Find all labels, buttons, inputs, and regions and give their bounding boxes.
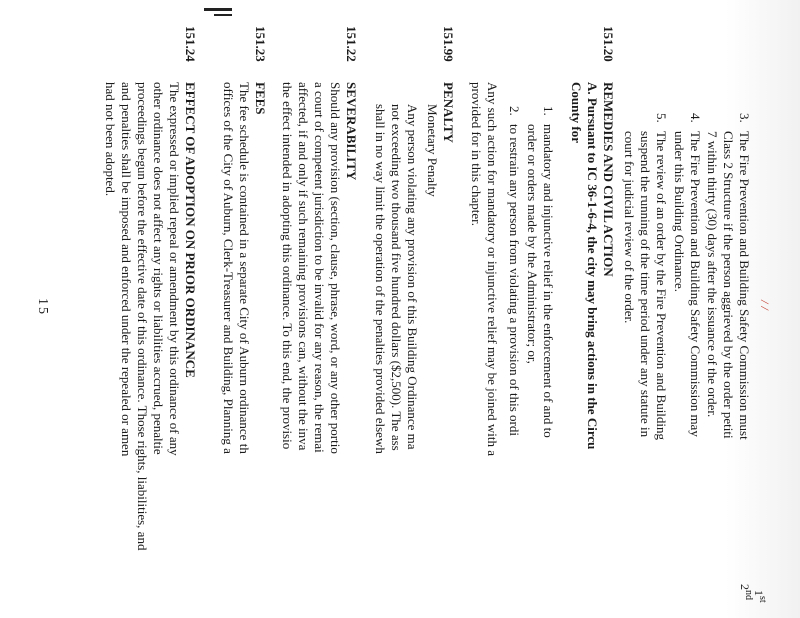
section-line: offices of the City of Auburn, Clerk-Treasurer and Building, Planning a [221,82,236,454]
section-line: County for [569,82,584,144]
section-line: Any such action for mandatory or injunctive relief may be joined with a [485,82,500,456]
section-heading: PENALTY [441,82,456,143]
list-item-4-line: The Fire Prevention and Building Safety Commission may [688,131,703,437]
revision-bar [204,8,232,11]
list-item-3-number: 3. [737,113,752,123]
section-line: a court of competent jurisdiction to be invalid for any reason, the remai [312,82,327,453]
section-line: other ordinance does not affect any rights or liabilities accrued, penaltie [151,82,166,455]
subitem-line: mandatory and injunctive relief in the enforcement of and to [541,124,556,438]
header-mark-1: 1st [752,590,768,603]
handwritten-mark: / / [758,300,772,310]
subitem-number: 2. [507,106,522,116]
revision-bar [214,14,232,16]
list-item-3-line: Class 2 Structure if the person aggrieved by the order petiti [721,131,736,439]
section-number: 151.23 [253,26,268,62]
subitem-number: 1. [541,106,556,116]
section-line: The expressed or implied repeal or amendment by this ordinance of any [167,82,182,456]
list-item-4-line: under this Building Ordinance. [672,131,687,293]
section-line: Any person violating any provision of this Building Ordinance ma [405,104,420,450]
section-line: affected, if and only if such remaining provisions can, without the inva [296,82,311,451]
section-line: and penalties shall be imposed and enforced under the repealed or amen [119,82,134,457]
subitem-line: to restrain any person from violating a provision of this ordi [507,124,522,436]
list-item-3-line: 7 within thirty (30) days after the issuance of the order. [705,131,720,418]
section-number: 151.22 [344,26,359,62]
list-item-5-line: suspend the running of the time period under any statute in [638,131,653,438]
section-line: not exceeding two thousand five hundred dollars ($2,500). The ass [389,104,404,451]
list-item-5-line: The review of an order by the Fire Prevention and Building [654,131,669,441]
section-heading: FEES [253,82,268,115]
section-heading: REMEDIES AND CIVIL ACTION [601,82,616,277]
list-item-4-number: 4. [688,113,703,123]
list-item-3-line: The Fire Prevention and Building Safety Commission must [737,131,752,440]
section-line: shall in no way limit the operation of the penalties provided elsewh [373,104,388,454]
section-heading: SEVERABILITY [344,82,359,181]
section-line: The fee schedule is contained in a separate City of Auburn ordinance th [237,82,252,454]
section-line: had not been adopted. [103,82,118,197]
list-item-5-line: court for judicial review of the order. [622,131,637,324]
section-subheading: Monetary Penalty [425,104,440,197]
section-line: provided for in this chapter. [469,82,484,227]
list-item-5-number: 5. [654,113,669,123]
section-line: the effect intended in adopting this ordinance. To this end, the provisio [280,82,295,450]
section-number: 151.20 [601,26,616,62]
section-number: 151.99 [441,26,456,62]
section-line: A. Pursuant to IC 36-1-6-4, the city may bring actions in the Circu [585,82,600,450]
header-mark-2: 2nd [738,584,754,600]
section-line: proceedings begun before the effective date of this ordinance. Those rights, liabilities, and [135,82,150,551]
section-number: 151.24 [183,26,198,62]
section-line: Should any provision (section, clause, phrase, word, or any other portio [328,82,343,454]
section-heading: EFFECT OF ADOPTION ON PRIOR ORDINANCE [183,82,198,378]
page-number: 15 [35,298,50,316]
subitem-line: order or orders made by the Administrator; or, [525,124,540,364]
